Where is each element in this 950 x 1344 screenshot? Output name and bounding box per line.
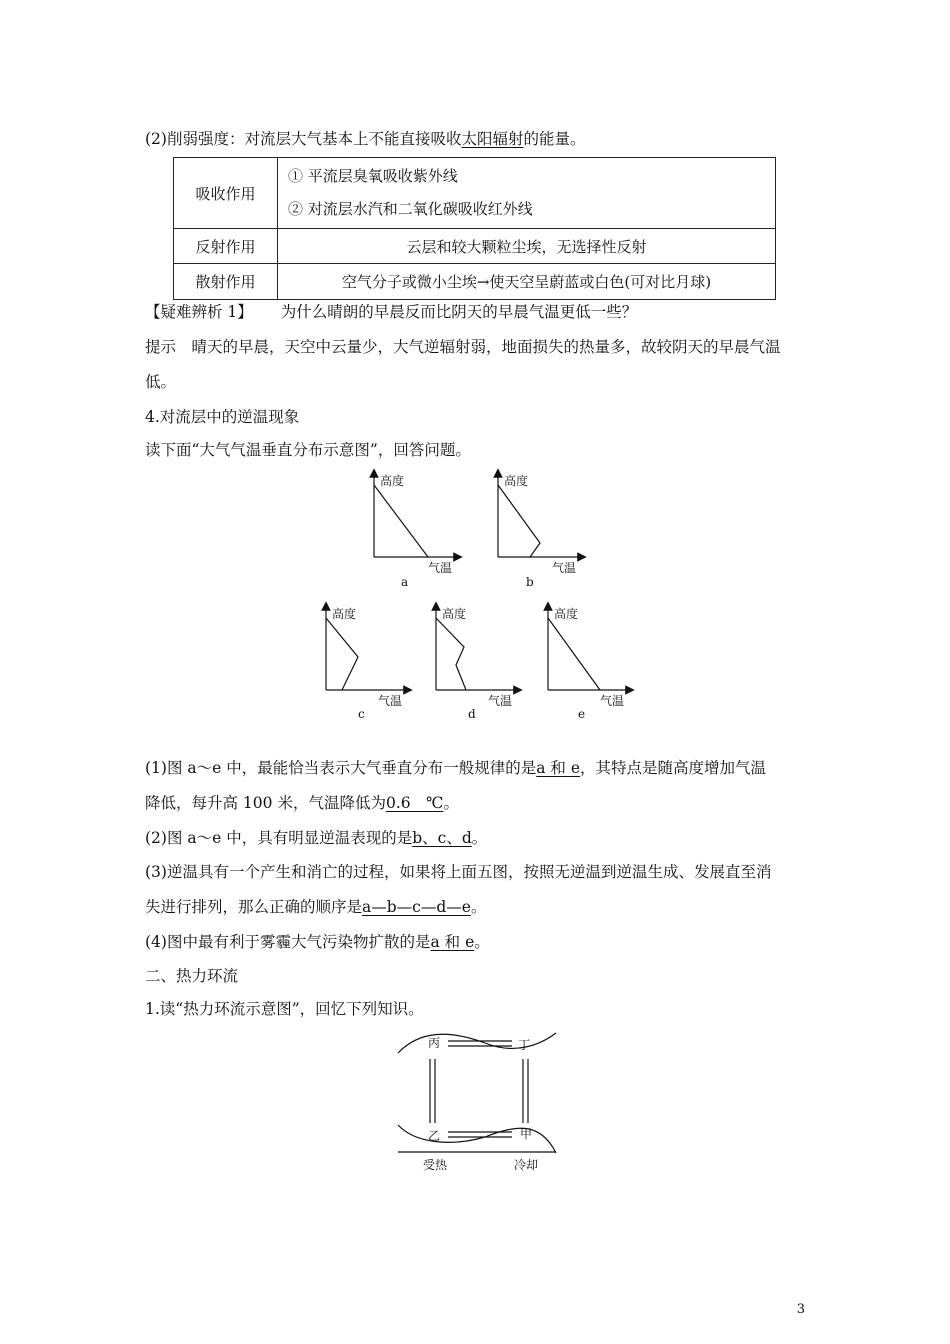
question-3-line-1: (3)逆温具有一个产生和消亡的过程，如果将上面五图，按照无逆温到逆温生成、发展直至消 <box>145 863 772 881</box>
y-axis-label-b: 高度 <box>504 474 529 488</box>
graph-label-d: d <box>468 707 476 721</box>
atmosphere-effects-table <box>173 157 776 300</box>
weakening-heading: (2)削弱强度：对流层大气基本上不能直接吸收太阳辐射的能量。 <box>145 130 586 148</box>
question-4: (4)图中最有利于雾霾大气污染物扩散的是a 和 e。 <box>145 933 490 951</box>
label-yi: 乙 <box>428 1129 441 1143</box>
question-1-line-1: (1)图 a～e 中，最能恰当表示大气垂直分布一般规律的是a 和 e，其特点是随高度增加气温 <box>145 759 767 777</box>
item-1-intro: 1.读“热力环流示意图”，回忆下列知识。 <box>145 1000 424 1018</box>
y-axis-label-e: 高度 <box>554 607 579 621</box>
graph-label-c: c <box>358 707 365 721</box>
scatter-key: 散射作用 <box>174 264 278 300</box>
reflect-key: 反射作用 <box>174 229 278 264</box>
absorb-key: 吸收作用 <box>174 158 278 229</box>
hint-line-1: 提示 晴天的早晨，天空中云量少，大气逆辐射弱，地面损失的热量多，故较阴天的早晨气温 <box>145 338 781 356</box>
label-heated: 受热 <box>423 1158 448 1172</box>
x-axis-label-c: 气温 <box>378 694 403 708</box>
absorb-item-2: ② 对流层水汽和二氧化碳吸收红外线 <box>288 200 533 218</box>
label-ding: 丁 <box>518 1038 531 1052</box>
x-axis-label-a: 气温 <box>428 561 453 575</box>
reflect-value: 云层和较大颗粒尘埃，无选择性反射 <box>278 229 776 264</box>
x-axis-label-b: 气温 <box>552 561 577 575</box>
page-number: 3 <box>796 1302 805 1317</box>
absorb-item-1: ① 平流层臭氧吸收紫外线 <box>288 167 458 185</box>
section-4-title: 4.对流层中的逆温现象 <box>145 408 300 426</box>
hint-line-2: 低。 <box>145 373 177 391</box>
question-2: (2)图 a～e 中，具有明显逆温表现的是b、c、d。 <box>145 829 488 847</box>
x-axis-label-e: 气温 <box>600 694 625 708</box>
difficulty-note: 【疑难辨析 1】 为什么晴朗的早晨反而比阴天的早晨气温更低一些？ <box>145 303 638 321</box>
graph-label-e: e <box>578 707 586 721</box>
label-bing: 丙 <box>428 1036 441 1050</box>
scatter-value: 空气分子或微小尘埃→使天空呈蔚蓝或白色(可对比月球) <box>278 264 776 300</box>
graph-label-b: b <box>526 575 534 589</box>
y-axis-label-a: 高度 <box>380 474 405 488</box>
section-2-title: 二、热力环流 <box>145 967 239 985</box>
temperature-profile-figure <box>300 465 650 725</box>
section-4-intro: 读下面“大气气温垂直分布示意图”，回答问题。 <box>145 441 471 459</box>
graph-label-a: a <box>401 575 409 589</box>
y-axis-label-c: 高度 <box>332 607 357 621</box>
label-cooled: 冷却 <box>514 1158 539 1172</box>
question-3-line-2: 失进行排列，那么正确的顺序是a—b—c—d—e。 <box>145 898 487 916</box>
y-axis-label-d: 高度 <box>442 607 467 621</box>
thermal-circulation-diagram <box>390 1025 565 1175</box>
label-jia: 甲 <box>520 1127 533 1141</box>
question-1-line-2: 降低，每升高 100 米，气温降低为0.6 ℃。 <box>145 794 459 812</box>
x-axis-label-d: 气温 <box>488 694 513 708</box>
